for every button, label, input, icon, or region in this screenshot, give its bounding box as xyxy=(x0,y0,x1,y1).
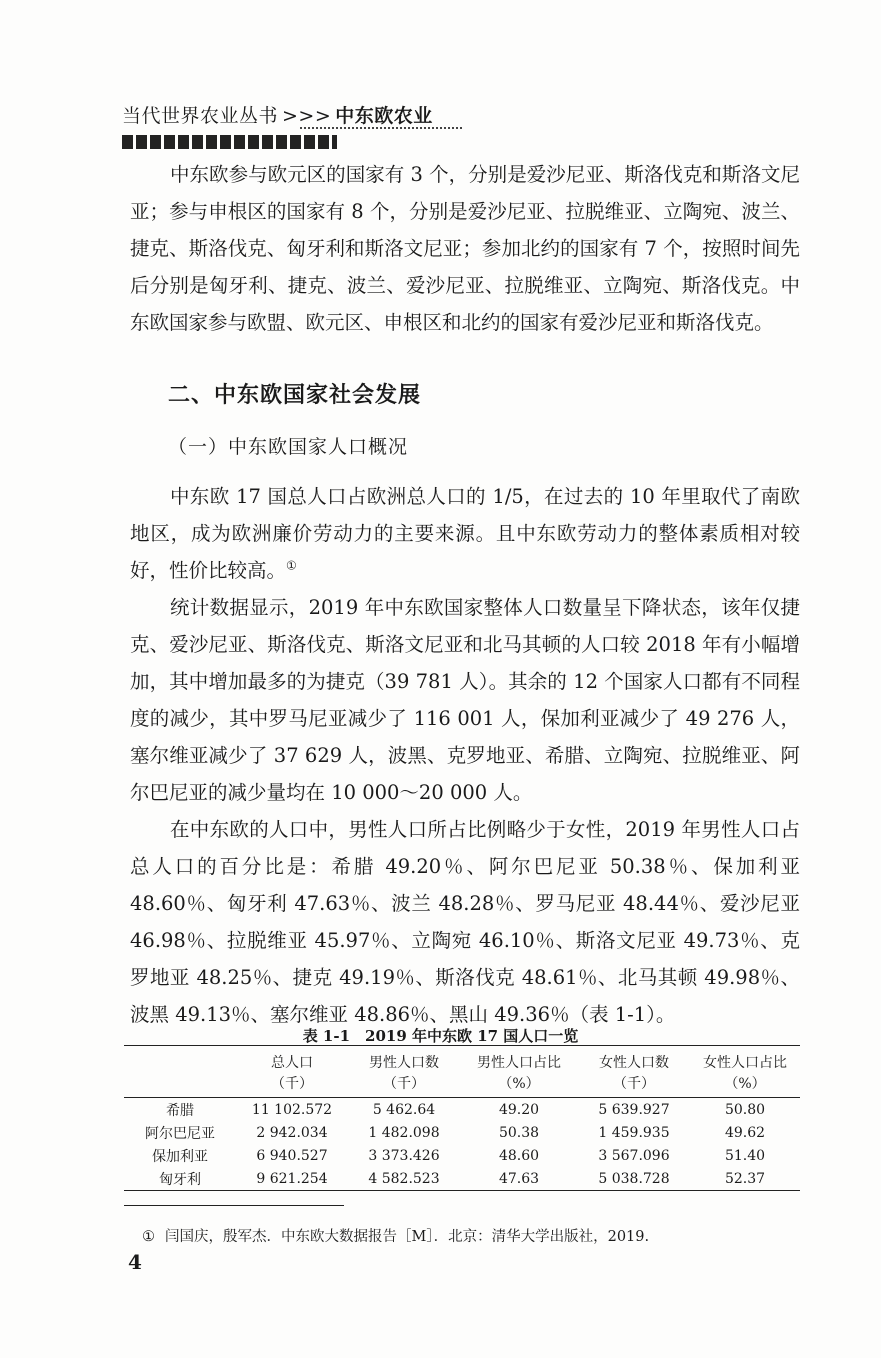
table-caption: 表 1-1 2019 年中东欧 17 国人口一览 xyxy=(302,1027,579,1045)
header-separator: >>> xyxy=(282,105,332,127)
footnote-reference: ① xyxy=(286,558,297,573)
paragraph-population-change: 统计数据显示，2019 年中东欧国家整体人口数量呈下降状态，该年仅捷克、爱沙尼亚、斯洛伐克、斯洛文尼亚和北马其顿的人口较 2018 年有小幅增加，其中增加最多的为捷克（39 781 人）。其余的 12 个国家人口都有不同程度的减少，其中罗马尼亚减少了 116 001 人，保加利亚减少了 49 276 人，塞尔维亚减少了 37 629 人，波黑、克罗地亚、希腊、立陶宛、拉脱维亚、阿尔巴尼亚的减少量均在 10 000～20 000 人。 xyxy=(130,596,800,804)
header-unit-cell xyxy=(124,1072,236,1098)
table-cell: 9 621.254 xyxy=(236,1167,348,1191)
paragraph-population-share-text: 中东欧 17 国总人口占欧洲总人口的 1/5，在过去的 10 年里取代了南欧地区，成为欧洲廉价劳动力的主要来源。且中东欧劳动力的整体素质相对较好，性价比较高。 xyxy=(130,485,800,582)
running-header xyxy=(122,101,462,128)
table-cell: 11 102.572 xyxy=(251,1101,333,1118)
country-cell: 保加利亚 xyxy=(152,1148,208,1165)
footnote-mark: ① xyxy=(142,1229,155,1245)
table-cell: 49.62 xyxy=(724,1124,766,1141)
table-cell: 51.40 xyxy=(724,1147,766,1164)
page-number: 4 xyxy=(128,1250,142,1274)
table-cell: 47.63 xyxy=(460,1167,578,1191)
table-cell: 3 567.096 xyxy=(598,1147,670,1164)
country-cell: 匈牙利 xyxy=(124,1167,236,1191)
header-unit-cell: （%） xyxy=(460,1072,578,1098)
header-unit-cell: （%） xyxy=(690,1072,800,1098)
table-row xyxy=(124,1121,800,1144)
table-cell: 50.38 xyxy=(498,1124,540,1141)
table-cell: 48.60 xyxy=(498,1147,540,1164)
header-cell: 总人口 xyxy=(236,1046,348,1073)
population-table xyxy=(124,1045,800,1191)
table-cell: 49.20 xyxy=(498,1101,540,1118)
country-cell: 希腊 xyxy=(166,1102,194,1119)
footnote-text: 闫国庆，殷军杰．中东欧大数据报告［M］．北京：清华大学出版社，2019. xyxy=(165,1229,650,1245)
table-cell: 52.37 xyxy=(690,1167,800,1191)
table-cell: 4 582.523 xyxy=(348,1167,460,1191)
table-cell: 5 038.728 xyxy=(578,1167,690,1191)
header-unit-cell: （千） xyxy=(236,1072,348,1098)
table-cell: 1 459.935 xyxy=(598,1124,670,1141)
table-cell: 3 373.426 xyxy=(368,1147,440,1164)
table-cell: 5 639.927 xyxy=(598,1101,670,1118)
table-header-row xyxy=(124,1046,800,1073)
table-row xyxy=(124,1098,800,1122)
header-cell: 女性人口占比 xyxy=(690,1046,800,1073)
paragraph-population-share xyxy=(130,478,800,589)
table-cell: 50.80 xyxy=(724,1101,766,1118)
header-unit-cell: （千） xyxy=(578,1072,690,1098)
series-title: 当代世界农业丛书 xyxy=(122,105,279,127)
subsection-heading: （一）中东欧国家人口概况 xyxy=(168,436,409,458)
header-unit-cell: （千） xyxy=(348,1072,460,1098)
paragraph-gender-ratio: 在中东欧的人口中，男性人口所占比例略少于女性，2019 年男性人口占总人口的百分比是：希腊 49.20％、阿尔巴尼亚 50.38％、保加利亚 48.60％、匈牙利 47.63％、波兰 48.28％、罗马尼亚 48.44％、爱沙尼亚 46.98％、拉脱维亚 45.97％、立陶宛 46.10％、斯洛文尼亚 49.73％、克罗地亚 48.25％、捷克 49.19％、斯洛伐克 48.61％、北马其顿 49.98％、波黑 49.13％、塞尔维亚 48.86％、黑山 49.36％（表 1-1）。 xyxy=(130,818,800,1026)
table-cell: 1 482.098 xyxy=(368,1124,440,1141)
header-cell: 女性人口数 xyxy=(578,1046,690,1073)
table-header-units-row xyxy=(124,1072,800,1098)
header-block-rule xyxy=(122,135,337,149)
table-cell: 5 462.64 xyxy=(372,1101,436,1118)
section-heading: 二、中东欧国家社会发展 xyxy=(168,383,422,408)
table-cell: 2 942.034 xyxy=(256,1124,328,1141)
header-cell: 男性人口数 xyxy=(348,1046,460,1073)
table-row xyxy=(124,1167,800,1191)
table-cell: 6 940.527 xyxy=(256,1147,328,1164)
header-cell xyxy=(124,1046,236,1073)
book-title: 中东欧农业 xyxy=(335,105,433,127)
header-cell: 男性人口占比 xyxy=(460,1046,578,1073)
footnote xyxy=(142,1225,649,1246)
table-row xyxy=(124,1144,800,1167)
header-dotted-rule xyxy=(300,127,462,129)
country-cell: 阿尔巴尼亚 xyxy=(145,1125,215,1142)
paragraph-eurozone: 中东欧参与欧元区的国家有 3 个，分别是爱沙尼亚、斯洛伐克和斯洛文尼亚；参与申根区的国家有 8 个，分别是爱沙尼亚、拉脱维亚、立陶宛、波兰、捷克、斯洛伐克、匈牙利和斯洛文尼亚；参加北约的国家有 7 个，按照时间先后分别是匈牙利、捷克、波兰、爱沙尼亚、拉脱维亚、立陶宛、斯洛伐克。中东欧国家参与欧盟、欧元区、申根区和北约的国家有爱沙尼亚和斯洛伐克。 xyxy=(130,163,800,334)
footnote-rule xyxy=(124,1205,344,1206)
